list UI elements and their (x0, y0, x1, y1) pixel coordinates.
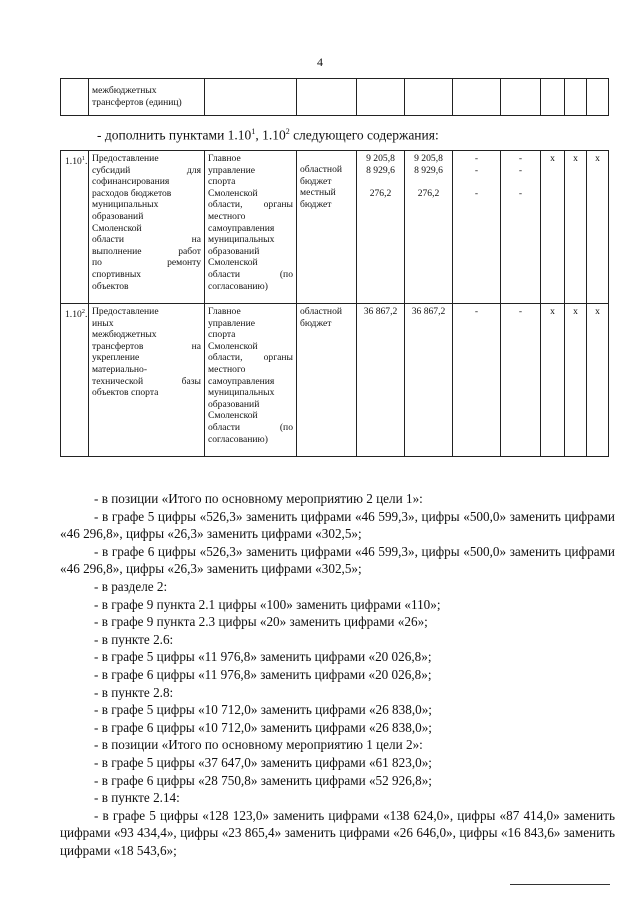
col-9-value: x (541, 151, 565, 304)
paragraph: - в графе 6 цифры «10 712,0» заменить цифрами «26 838,0»; (94, 719, 432, 735)
col-8-values: - - - (501, 151, 541, 304)
col-5-values: 9 205,8 8 929,6 276,2 (357, 151, 405, 304)
paragraph: - в графе 5 цифры «526,3» заменить цифрами «46 599,3», цифры «500,0» заменить цифрами «46 296,8», цифры «26,3» заменить цифрами «302,5»; (60, 508, 615, 542)
paragraph: - в графе 6 цифры «11 976,8» заменить цифрами «20 026,8»; (94, 666, 432, 682)
paragraph: - в графе 6 цифры «526,3» заменить цифрами «46 599,3», цифры «500,0» заменить цифрами «46 296,8», цифры «26,3» заменить цифрами «302,5»; (60, 543, 615, 577)
col-5-values: 36 867,2 (357, 304, 405, 457)
paragraph: - в пункте 2.14: (94, 790, 180, 806)
program-table (60, 150, 609, 457)
col-10-value: x (565, 304, 587, 457)
paragraph: - в графе 9 пункта 2.1 цифры «100» заменить цифрами «110»; (94, 596, 441, 612)
col-9-value: x (541, 304, 565, 457)
row-number: 1.10$^2$. (61, 304, 89, 457)
paragraph: - в графе 5 цифры «128 123,0» заменить цифрами «138 624,0», цифры «87 414,0» заменить цифрами «93 434,4», цифры «23 865,4» заменить цифрами «26 646,0», цифры «16 843,6» заменить цифрами «18 543,6»; (60, 807, 615, 858)
bottom-rule (510, 884, 610, 885)
previous-table-row (60, 78, 609, 116)
col-11-value: x (587, 151, 609, 304)
col-11-value: x (587, 304, 609, 457)
col-10-value: x (565, 151, 587, 304)
executor: Главное управление спорта Смоленской области, органы местного самоуправления муниципальных образований Смоленской области (по согласованию) (205, 304, 297, 457)
page-number: 4 (317, 55, 323, 69)
executor: Главное управление спорта Смоленской области, органы местного самоуправления муниципальных образований Смоленской области (по согласованию) (205, 151, 297, 304)
funding-source: областной бюджет (297, 304, 357, 457)
intro-line: - дополнить пунктами 1.10$^1$, 1.10$^2$ следующего содержания: (97, 127, 439, 143)
table-cell-label: межбюджетных трансфертов (единиц) (89, 79, 205, 116)
measure-name: Предоставление субсидий для софинансирования расходов бюджетов муниципальных образований Смоленской области на выполнение работ по ремонту спортивных объектов (89, 151, 205, 304)
measure-name: Предоставление иных межбюджетных трансфертов на укрепление материально- технической базы объектов спорта (89, 304, 205, 457)
col-8-values: - (501, 304, 541, 457)
paragraph: - в позиции «Итого по основному мероприятию 1 цели 2»: (94, 737, 423, 753)
paragraph: - в графе 5 цифры «37 647,0» заменить цифрами «61 823,0»; (94, 754, 432, 770)
col-7-values: - - - (453, 151, 501, 304)
col-7-values: - (453, 304, 501, 457)
funding-source: областной бюджет местный бюджет (297, 151, 357, 304)
table-row (61, 151, 609, 304)
paragraph: - в пункте 2.6: (94, 631, 174, 647)
col-6-values: 36 867,2 (405, 304, 453, 457)
paragraph: - в графе 5 цифры «10 712,0» заменить цифрами «26 838,0»; (94, 702, 432, 718)
paragraph: - в графе 9 пункта 2.3 цифры «20» заменить цифрами «26»; (94, 614, 428, 630)
paragraph: - в позиции «Итого по основному мероприятию 2 цели 1»: (94, 491, 423, 506)
paragraph: - в графе 6 цифры «28 750,8» заменить цифрами «52 926,8»; (94, 772, 432, 788)
col-6-values: 9 205,8 8 929,6 276,2 (405, 151, 453, 304)
paragraph: - в графе 5 цифры «11 976,8» заменить цифрами «20 026,8»; (94, 649, 432, 665)
table-row (61, 304, 609, 457)
paragraph: - в разделе 2: (94, 578, 168, 594)
amendment-text (60, 490, 615, 859)
paragraph: - в пункте 2.8: (94, 684, 174, 700)
row-number: 1.10$^1$. (61, 151, 89, 304)
